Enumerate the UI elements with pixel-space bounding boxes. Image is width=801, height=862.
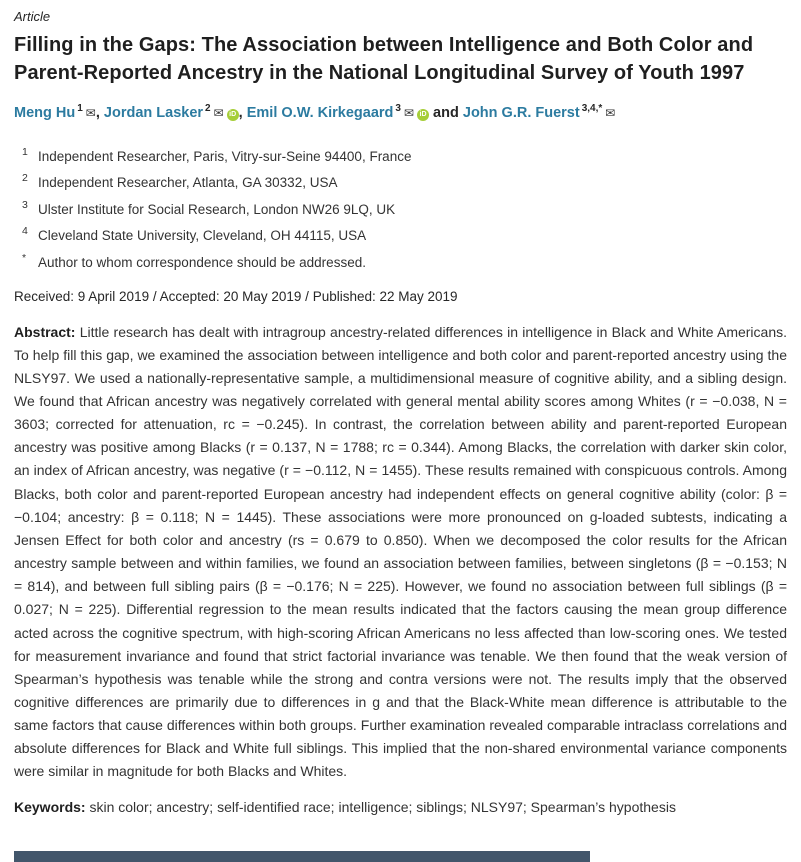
author-separator: ,	[95, 104, 104, 121]
publication-dates: Received: 9 April 2019 / Accepted: 20 May 2019 / Published: 22 May 2019	[14, 288, 458, 304]
email-icon[interactable]: ✉	[213, 105, 224, 120]
affiliation-text: Author to whom correspondence should be addressed.	[38, 254, 366, 270]
author-affil-sup: 2	[205, 102, 211, 114]
author-name-link[interactable]: Emil O.W. Kirkegaard	[246, 104, 394, 121]
author-affil-sup: 3,4,*	[581, 102, 603, 114]
email-icon[interactable]: ✉	[85, 105, 96, 120]
affiliation-row	[14, 174, 787, 192]
affiliation-text: Independent Researcher, Atlanta, GA 30332, USA	[38, 175, 338, 191]
affiliation-text: Cleveland State University, Cleveland, OH 44115, USA	[38, 228, 367, 244]
keywords-label: Keywords:	[14, 798, 86, 815]
author-affil-sup: 1	[77, 102, 83, 114]
author	[14, 102, 96, 121]
author-affil-sup: 3	[395, 102, 401, 114]
affiliation-marker: *	[22, 251, 27, 264]
keywords-text: skin color; ancestry; self-identified race; intelligence; siblings; NLSY97; Spearman’s hypothesis	[89, 798, 676, 815]
article-type-label: Article	[14, 9, 51, 24]
orcid-icon[interactable]: iD	[417, 109, 429, 121]
keywords-paragraph	[14, 797, 787, 818]
abstract-paragraph	[14, 321, 787, 784]
affiliation-row	[14, 251, 787, 272]
author	[103, 102, 239, 121]
affiliation-row	[14, 198, 787, 219]
affiliation-row	[14, 227, 787, 245]
affiliation-list	[14, 145, 787, 272]
author-separator: and	[429, 104, 463, 121]
author-name-link[interactable]: Jordan Lasker	[103, 104, 204, 121]
affiliation-text: Independent Researcher, Paris, Vitry-sur-Seine 94400, France	[38, 148, 412, 164]
affiliation-marker: 4	[22, 225, 28, 238]
email-icon[interactable]: ✉	[403, 105, 415, 120]
author-name-link[interactable]: John G.R. Fuerst	[462, 104, 580, 121]
abstract-text: Little research has dealt with intragroup ancestry-related differences in intelligence in Black and White Americans. To help fill this gap, we examined the association between intelligence and both color and parent-reported ancestry using the NLSY97. We used a nationally-representative sample, a multidimensional measure of cognitive ability, and a sibling design. We found that African ancestry was negatively correlated with general mental ability scores among Whites (r = −0.038, N = 3603; corrected for attenuation, rc = −0.245). In contrast, the correlation between ability and parent-reported European ancestry was positive among Blacks (r = 0.137, N = 1788; rc = 0.344). Among Blacks, the correlation with darker skin color, an index of African ancestry, was negative (r = −0.112, N = 1455). These results remained with conspicuous controls. Among Blacks, both color and parent-reported European ancestry had independent effects on general cognitive ability (color: β = −0.104; ancestry: β = 0.118; N = 1445). These associations were more pronounced on g-loaded subtests, indicating a Jensen Effect for both color and ancestry (rs = 0.679 to 0.850). When we decomposed the color results for the African ancestry sample between and within families, we found an association between families, between singletons (β = −0.153; N = 814), and between full sibling pairs (β = −0.176; N = 225). However, we found no association between full siblings (β = 0.027; N = 225). Differential regression to the mean results indicated that the factors causing the mean group difference acted across the cognitive spectrum, with high-scoring African Americans no less affected than low-scoring ones. We tested for measurement invariance and found that strict factorial invariance was tenable. We then found that the weak version of Spearman’s hypothesis was tenable while the strong and contra versions were not. The results imply that the observed cognitive differences are primarily due to differences in g and that the Black-White mean difference is attributable to the same factors that cause differences within both groups. Further examination revealed comparable intraclass correlations and absolute differences for Black and White full siblings. This implied that the non-shared environmental variance components were similar in magnitude for both Blacks and Whites.	[14, 323, 788, 780]
affiliation-text: Ulster Institute for Social Research, London NW26 9LQ, UK	[38, 201, 396, 217]
affiliation-marker: 1	[22, 145, 28, 158]
affiliation-marker: 2	[22, 172, 28, 185]
paper-title: Filling in the Gaps: The Association between Intelligence and Both Color and Parent-Reported Ancestry in the National Longitudinal Survey of Youth 1997	[14, 34, 754, 85]
section-divider-bar	[14, 851, 590, 862]
email-icon[interactable]: ✉	[605, 105, 616, 120]
author	[462, 102, 616, 121]
affiliation-row	[14, 145, 787, 166]
orcid-icon[interactable]: iD	[227, 109, 239, 121]
author-name-link[interactable]: Meng Hu	[14, 104, 76, 121]
author-separator: ,	[238, 104, 247, 121]
abstract-label: Abstract:	[14, 323, 76, 340]
author-list	[14, 102, 787, 121]
affiliation-marker: 3	[22, 198, 28, 211]
author	[246, 102, 429, 121]
